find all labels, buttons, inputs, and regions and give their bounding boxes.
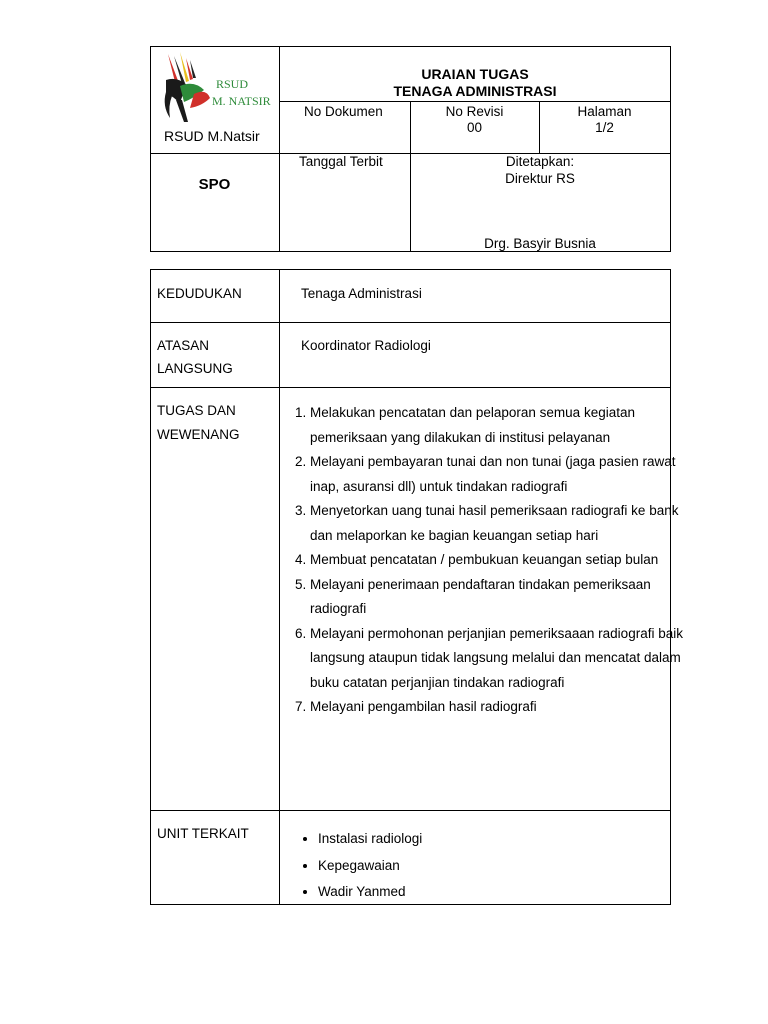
supervisor-label-line1: ATASAN [157, 338, 210, 353]
org-name: RSUD M.Natsir [164, 128, 260, 144]
approved-name: Drg. Basyir Busnia [484, 236, 596, 251]
list-item: 6. Melayani permohonan perjanjian pemeriksaaan radiografi baik langsung ataupun tidak langsung melalui dan mencatat dalam buku catatan perjanjian tindakan radiografi [310, 622, 688, 696]
list-item: 4. Membuat pencatatan / pembukuan keuangan setiap bulan [310, 548, 688, 573]
issue-date-label: Tanggal Terbit [299, 154, 383, 169]
position-value: Tenaga Administrasi [301, 286, 422, 301]
list-item: 1. Melakukan pencatatan dan pelaporan semua kegiatan pemeriksaan yang dilakukan di institusi pelayanan [310, 401, 688, 450]
page-label: Halaman [577, 104, 632, 119]
document-title-line2: TENAGA ADMINISTRASI [393, 83, 557, 99]
list-item: • Wadir Yanmed [318, 879, 618, 906]
list-item: • Kepegawaian [318, 853, 618, 880]
unit-label: UNIT TERKAIT [157, 826, 249, 841]
supervisor-value: Koordinator Radiologi [301, 338, 431, 353]
supervisor-label-line2: LANGSUNG [157, 361, 233, 376]
page-value: 1/2 [595, 120, 614, 135]
approved-label: Ditetapkan: [505, 154, 575, 169]
spo-label: SPO [198, 176, 231, 193]
approved-role: Direktur RS [505, 171, 575, 186]
logo-text-line2: M. NATSIR [212, 94, 271, 108]
document-title-line1: URAIAN TUGAS [421, 66, 529, 82]
doc-number-label: No Dokumen [304, 104, 383, 119]
revision-label: No Revisi [445, 104, 504, 119]
duties-label-line1: TUGAS DAN [157, 403, 236, 418]
hospital-logo [160, 50, 276, 124]
related-units-list [296, 826, 618, 906]
list-item: 3. Menyetorkan uang tunai hasil pemeriksaan radiografi ke bank dan melaporkan ke bagian keuangan setiap hari [310, 499, 688, 548]
position-label: KEDUDUKAN [157, 286, 242, 301]
revision-value: 00 [466, 120, 483, 135]
list-item: • Instalasi radiologi [318, 826, 618, 853]
list-item: 5. Melayani penerimaan pendaftaran tindakan pemeriksaan radiografi [310, 573, 688, 622]
duties-label-line2: WEWENANG [157, 427, 240, 442]
logo-text-line1: RSUD [216, 77, 249, 91]
list-item: 2. Melayani pembayaran tunai dan non tunai (jaga pasien rawat inap, asuransi dll) untuk tindakan radiografi [310, 450, 688, 499]
list-item: 7. Melayani pengambilan hasil radiografi [310, 695, 688, 720]
duties-list [288, 401, 688, 720]
